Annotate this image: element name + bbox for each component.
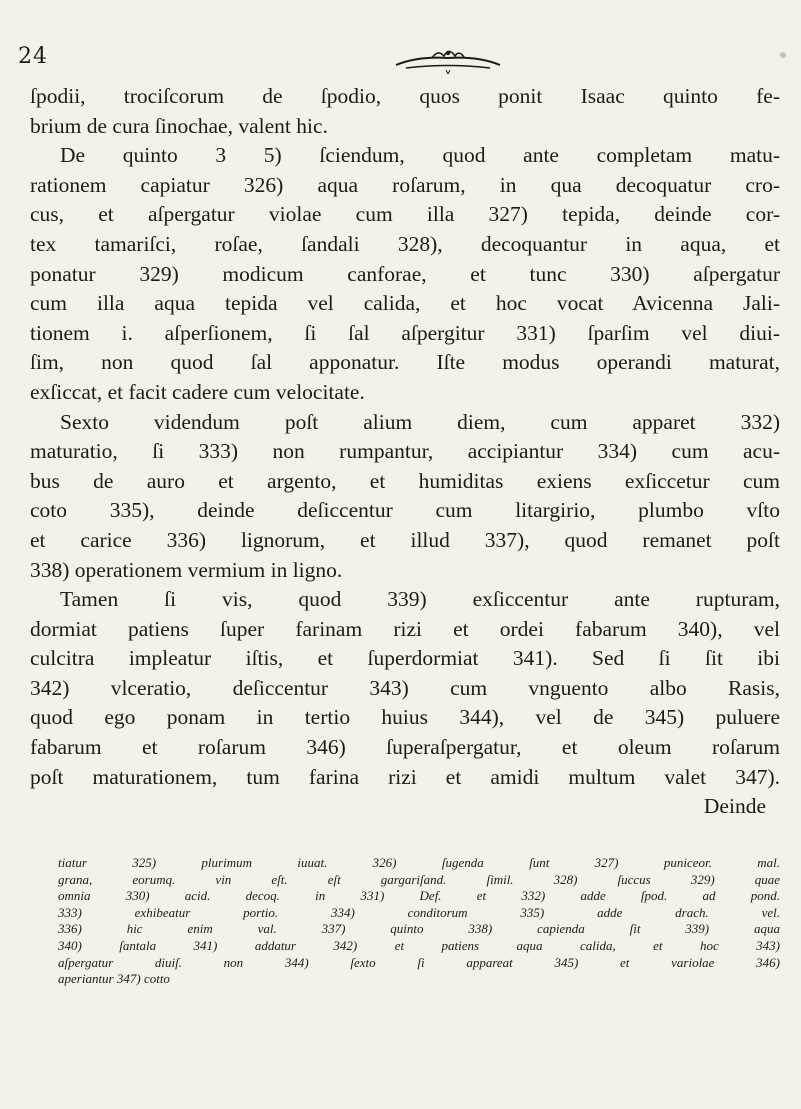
text-line: poſt maturationem, tum farina rizi et amidi multum valet 347). [30, 764, 780, 789]
text-line: rationem capiatur 326) aqua roſarum, in qua decoquatur cro- [30, 172, 780, 197]
text-line: exſiccat, et facit cadere cum velocitate. [30, 379, 365, 404]
text-line: tionem i. aſperſionem, ſi ſal aſpergitur 331) ſparſim vel diui- [30, 320, 780, 345]
text-line: coto 335), deinde deſiccentur cum litargirio, plumbo vſto [30, 498, 780, 523]
footnote-line: 336) hic enim val. 337) quinto 338) capienda ſit 339) aqua [58, 921, 780, 937]
text-line: quod ego ponam in tertio huius 344), vel de 345) puluere [30, 705, 780, 730]
text-line: culcitra impleatur iſtis, et ſuperdormiat 341). Sed ſi ſit ibi [30, 646, 780, 671]
text-line: Tamen ſi vis, quod 339) exſiccentur ante rupturam, [60, 587, 780, 612]
text-line: ſim, non quod ſal apponatur. Iſte modus operandi maturat, [30, 350, 780, 375]
text-line: fabarum et roſarum 346) ſuperaſpergatur, et oleum roſarum [30, 735, 780, 760]
footnote-line: 340) ſantala 341) addatur 342) et patiens aqua calida, et hoc 343) [58, 937, 780, 953]
text-line: ſpodii, trociſcorum de ſpodio, quos ponit Isaac quinto fe- [30, 84, 780, 108]
main-text [30, 82, 780, 822]
footnote-line: grana, eorumq. vin eſt. eſt gargariſand. ſimil. 328) ſuccus 329) quae [58, 871, 780, 887]
text-line: dormiat patiens ſuper farinam rizi et ordei fabarum 340), vel [30, 616, 780, 641]
page-number: 24 [18, 44, 48, 69]
footnote-line: tiatur 325) plurimum iuuat. 326) ſugenda ſunt 327) puniceor. mal. [58, 855, 780, 870]
footnote-line: omnia 330) acid. decoq. in 331) Def. et 332) adde ſpod. ad pond. [58, 888, 780, 904]
footnotes [58, 855, 780, 988]
text-line: 342) vlceratio, deſiccentur 343) cum vnguento albo Rasis, [30, 675, 780, 700]
text-line: cum illa aqua tepida vel calida, et hoc vocat Avicenna Jali- [30, 291, 780, 316]
text-line: et carice 336) lignorum, et illud 337), quod remanet poſt [30, 527, 780, 552]
text-line: ponatur 329) modicum canforae, et tunc 330) aſpergatur [30, 261, 780, 286]
text-line: tex tamariſci, roſae, ſandali 328), decoquantur in aqua, et [30, 231, 780, 256]
footnote-line: aperiantur 347) cotto [58, 971, 170, 987]
headpiece-ornament [388, 44, 508, 74]
text-line: cus, et aſpergatur violae cum illa 327) tepida, deinde cor- [30, 202, 780, 227]
catchword: Deinde [703, 794, 766, 819]
footnote-line: aſpergatur diuiſ. non 344) ſexto ſi appareat 345) et variolae 346) [58, 954, 780, 970]
text-line: brium de cura ſinochae, valent hic. [30, 113, 328, 138]
paper-spot [780, 52, 786, 58]
text-line: bus de auro et argento, et humiditas exiens exſiccetur cum [30, 468, 780, 493]
text-line: De quinto 3 5) ſciendum, quod ante completam matu- [60, 143, 780, 168]
footnote-line: 333) exhibeatur portio. 334) conditorum 335) adde drach. vel. [58, 904, 780, 920]
text-line: Sexto videndum poſt alium diem, cum apparet 332) [60, 409, 780, 434]
text-line: maturatio, ſi 333) non rumpantur, accipiantur 334) cum acu- [30, 439, 780, 464]
text-line: 338) operationem vermium in ligno. [30, 557, 343, 582]
